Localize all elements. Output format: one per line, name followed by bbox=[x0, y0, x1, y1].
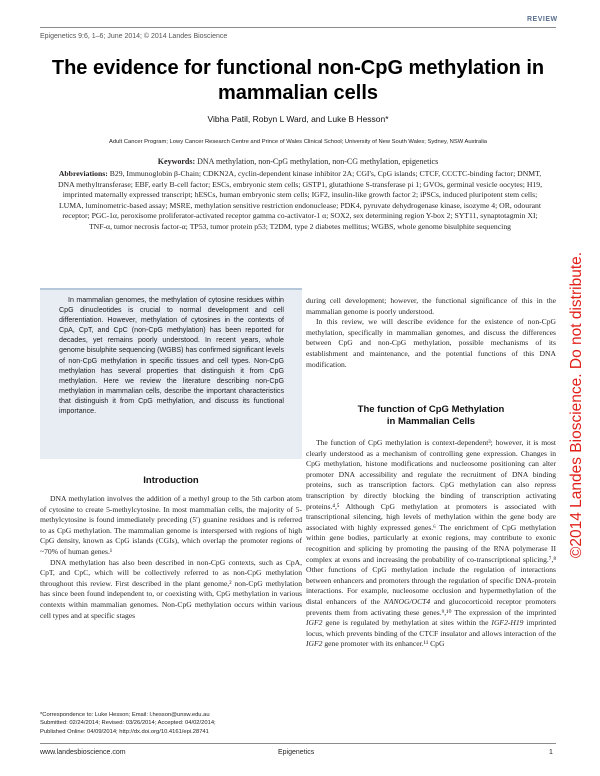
header-rule bbox=[40, 27, 556, 28]
function-heading-line: The function of CpG Methylation bbox=[357, 404, 505, 415]
footer-rule bbox=[40, 743, 556, 744]
function-paragraph: The function of CpG methylation is context-dependent³; however, it is most clearly understood as a mechanism of controlling gene expression. Changes in CpG methylation, histone modifications and nucleosome positioning can alter promoter DNA accessibility and regulate the recruitment of DNA binding proteins, such as transcription factors. CpG methylation can also repress transcription by directly blocking the binding of transcription activating proteins.⁴,⁵ Although CpG methylation at promoters is associated with transcriptional silencing, high levels of methylation within the gene body are associated with highly expressed genes.⁶ The enrichment of CpG methylation within gene bodies, particularly at exonic regions, may contribute to exonic recognition and splicing by promoting the pausing of the RNA polymerase II complex at exons and increasing the probability of co-transcriptional splicing.⁷,⁸ Other functions of CpG methylation include the regulation of interactions between enhancers and promoters through the regulation of specific DNA-protein interactions. For example, nucleosome occlusion and hypermethylation of the distal enhancers of the NANOG/OCT4 and glucocorticoid receptor promoters prevents them from activating these genes.⁹,¹⁰ The expression of the imprinted IGF2 gene is regulated by methylation at sites within the IGF2-H19 imprinted locus, which prevents binding of the CTCF insulator and allows interaction of the IGF2 gene promoter with its enhancer.¹¹ CpG bbox=[306, 438, 556, 649]
abbreviations-text: B29, Immunoglobin β-Chain; CDKN2A, cyclin-dependent kinase inhibitor 2A; CGI's, CpG islands; CTCF, CCCTC-binding factor; DNMT, DNA methyltransferase; EBF, early B-cell factor; ESCs, embryonic stem cells; GSTP1, glutathione S-transferase pi 1; GVOs, germinal vesicle oocytes; H19, imprinted maternally expressed transcript; hESCs, human embryonic stem cells; IGF2, insulin-like growth factor 2; iPSCs, induced pluripotent stem cells; LUMA, luminometric-based assay; MSRE, methylation sensitive restriction endonuclease; PDK4, pyruvate dehydrogenase kinase, isozyme 4; OR, odourant receptor; PGC-1α, peroxisome proliferator-activated receptor gamma co-activator-1 α; SOX2, sex determining region Y-box 2; SYT11, synaptotagmin XI; TNF-α, tumor necrosis factor-α; TP53, tumor protein p53; T2DM, type 2 diabetes mellitus; WGBS, whole genome bisulphite sequencing bbox=[58, 169, 543, 231]
abstract-text: In mammalian genomes, the methylation of cytosine residues within CpG dinucleotides is crucial to normal development and cell differentiation. However, methylation of cytosines in the contexts of CpA, CpT, and CpC (non-CpG methylation) has been reported for decades, yet remains poorly understood. In recent years, whole genome bisulphite sequencing (WGBS) has confirmed significant levels of non-CpG methylation in specific tissues and cell types. Non-CpG methylation has several properties that distinguish it from CpG methylation. Here we review the literature describing non-CpG methylation in mammalian cells, describe the important characteristics that distinguish it from CpG methylation, and discuss its functional importance. bbox=[59, 296, 284, 416]
correspondence-footnote bbox=[40, 711, 302, 736]
footnote-line: Submitted: 02/24/2014; Revised: 03/26/2014; Accepted: 04/02/2014; bbox=[40, 720, 216, 727]
footnote-line: Published Online: 04/09/2014; http://dx.doi.org/10.4161/epi.28741 bbox=[40, 728, 209, 735]
affiliation: Adult Cancer Program; Lowy Cancer Research Centre and Prince of Wales Clinical School; University of New South Wales; Sydney, NSW Australia bbox=[108, 139, 488, 145]
gene-name: NANOG/OCT4 bbox=[383, 596, 431, 606]
function-section-body bbox=[306, 438, 556, 650]
footnote-line: *Correspondence to: Luke Hesson; Email: l.hesson@unsw.edu.au bbox=[40, 712, 210, 718]
keywords bbox=[60, 157, 536, 166]
continued-paragraph: during cell development; however, the functional significance of this in the mammalian genome is poorly understood. bbox=[306, 296, 556, 316]
keywords-text: DNA methylation, non-CpG methylation, non-CG methylation, epigenetics bbox=[197, 157, 439, 166]
introduction-body bbox=[40, 494, 302, 621]
review-scope-paragraph: In this review, we will describe evidence for the existence of non-CpG methylation, specifically in mammalian genomes, and discuss the differences between CpG and non-CpG methylation, possible mechanisms of its establishment and maintenance, and the potential functions of this DNA modification. bbox=[306, 317, 556, 369]
gene-name: IGF2 bbox=[306, 639, 323, 649]
gene-name: IGF2 bbox=[306, 618, 323, 628]
page-number: 1 bbox=[549, 749, 553, 756]
function-section-heading bbox=[306, 404, 556, 428]
keywords-label: Keywords: bbox=[157, 157, 196, 166]
function-heading-line: in Mammalian Cells bbox=[386, 416, 476, 427]
introduction-paragraph: DNA methylation has also been described in non-CpG contexts, such as CpA, CpT, and CpC, which will be collectively referred to as non-CpG methylation throughout this review. First described in the plant genome,² non-CpG methylation has since been found independent to, or coexisting with, CpG methylation in various contexts within mammalian genomes. Non-CpG methylation occurs within various cell types and at specific stages bbox=[40, 557, 302, 620]
journal-citation: Epigenetics 9:6, 1–6; June 2014; © 2014 Landes Bioscience bbox=[40, 33, 228, 40]
author-list: Vibha Patil, Robyn L Ward, and Luke B Hesson* bbox=[207, 114, 389, 124]
journal-name: Epigenetics bbox=[278, 749, 315, 756]
journal-website: www.landesbioscience.com bbox=[40, 749, 126, 756]
gene-name: IGF2-H19 bbox=[491, 618, 524, 628]
right-column-intro bbox=[306, 296, 556, 370]
abbreviations-label: Abbreviations: bbox=[58, 169, 108, 178]
copyright-notice-text: ©2014 Landes Bioscience. Do not distribute. bbox=[568, 251, 585, 559]
abbreviations bbox=[58, 169, 542, 233]
introduction-heading: Introduction bbox=[143, 475, 199, 486]
introduction-paragraph: DNA methylation involves the addition of a methyl group to the 5th carbon atom of cytosine to create 5-methylcytosine. In most mammalian cells, the majority of 5-methylcytosine is found immediately preceding (5′) guanine residues and is referred to as CpG methylation. The mammalian genome is interspersed with regions of high CpG density, known as CpG islands (CGIs), which overlap the promoter regions of ~70% of human genes.¹ bbox=[40, 494, 302, 556]
article-title: The evidence for functional non-CpG methylation in mammalian cells bbox=[51, 57, 545, 104]
article-type-label: REVIEW bbox=[527, 16, 558, 23]
